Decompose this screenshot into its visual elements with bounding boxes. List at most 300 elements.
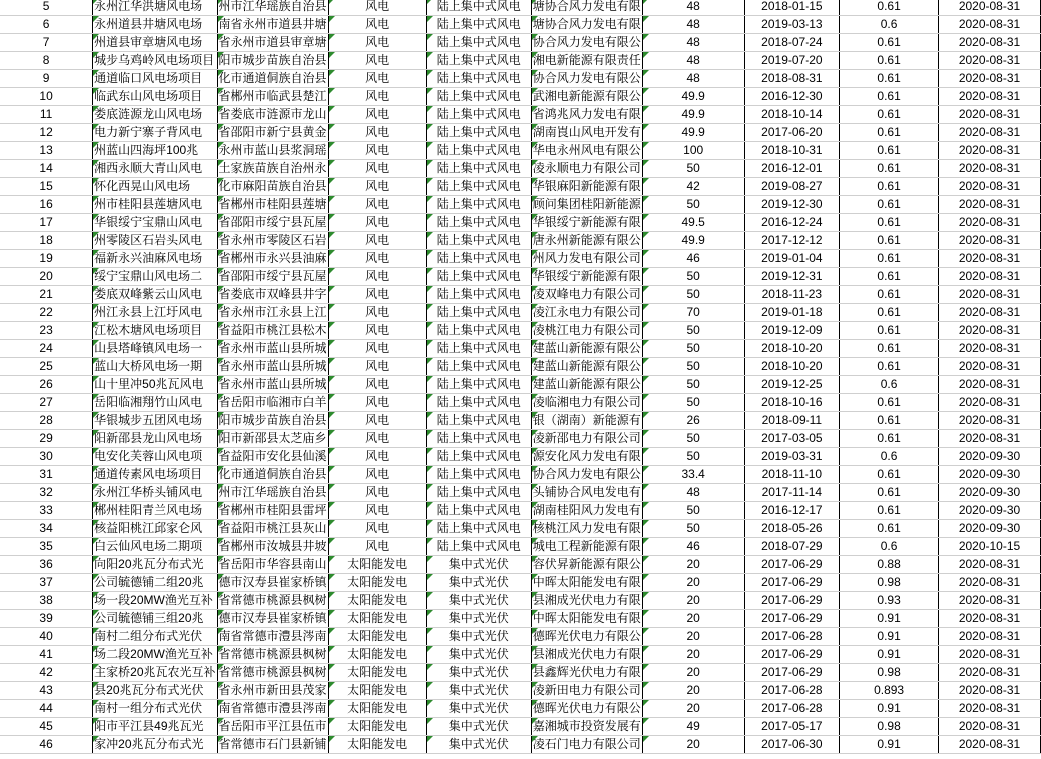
cell-deadline[interactable]: 2020-08-31 bbox=[939, 160, 1041, 178]
cell-grid-date[interactable]: 2016-12-01 bbox=[744, 160, 840, 178]
cell-location[interactable]: 化市通道侗族自治县 bbox=[217, 466, 328, 484]
cell-project-mode[interactable]: 陆上集中式风电 bbox=[426, 196, 531, 214]
cell-deadline[interactable]: 2020-09-30 bbox=[939, 520, 1041, 538]
cell-project-name[interactable]: 娄底双峰紫云山风电 bbox=[93, 286, 217, 304]
cell-price[interactable]: 0.61 bbox=[840, 178, 939, 196]
cell-company[interactable]: 源安化风力发电有限 bbox=[531, 448, 642, 466]
cell-deadline[interactable]: 2020-08-31 bbox=[939, 646, 1041, 664]
cell-grid-date[interactable]: 2018-11-23 bbox=[744, 286, 840, 304]
cell-grid-date[interactable]: 2017-05-17 bbox=[744, 718, 840, 736]
cell-project-name[interactable]: 阳新邵县龙山风电场 bbox=[93, 430, 217, 448]
cell-project-name[interactable]: 郴州桂阳青兰风电场 bbox=[93, 502, 217, 520]
cell-power-type[interactable]: 风电 bbox=[328, 394, 426, 412]
cell-power-type[interactable]: 风电 bbox=[328, 142, 426, 160]
cell-project-name[interactable]: 通道传素风电场项目 bbox=[93, 466, 217, 484]
cell-capacity[interactable]: 50 bbox=[642, 448, 744, 466]
cell-location[interactable]: 省郴州市桂阳县雷坪 bbox=[217, 502, 328, 520]
cell-price[interactable]: 0.61 bbox=[840, 124, 939, 142]
cell-price[interactable]: 0.61 bbox=[840, 322, 939, 340]
cell-project-mode[interactable]: 集中式光伏 bbox=[426, 736, 531, 754]
cell-location[interactable]: 省邵阳市绥宁县瓦屋 bbox=[217, 214, 328, 232]
cell-project-name[interactable]: 南村二组分布式光伏 bbox=[93, 628, 217, 646]
cell-capacity[interactable]: 50 bbox=[642, 322, 744, 340]
cell-capacity[interactable]: 20 bbox=[642, 592, 744, 610]
cell-capacity[interactable]: 20 bbox=[642, 556, 744, 574]
cell-company[interactable]: 湘电新能源有限责任 bbox=[531, 52, 642, 70]
cell-location[interactable]: 省郴州市临武县楚江 bbox=[217, 88, 328, 106]
cell-company[interactable]: 德晖光伏电力有限公 bbox=[531, 628, 642, 646]
cell-project-name[interactable]: 州蓝山四海坪100兆 bbox=[93, 142, 217, 160]
cell-power-type[interactable]: 风电 bbox=[328, 466, 426, 484]
cell-power-type[interactable]: 风电 bbox=[328, 358, 426, 376]
cell-deadline[interactable]: 2020-08-31 bbox=[939, 358, 1041, 376]
cell-grid-date[interactable]: 2019-01-04 bbox=[744, 250, 840, 268]
cell-capacity[interactable]: 49.5 bbox=[642, 214, 744, 232]
cell-grid-date[interactable]: 2017-06-29 bbox=[744, 556, 840, 574]
cell-location[interactable]: 省岳阳市临湘市白羊 bbox=[217, 394, 328, 412]
cell-location[interactable]: 省郴州市桂阳县莲塘 bbox=[217, 196, 328, 214]
cell-grid-date[interactable]: 2016-12-24 bbox=[744, 214, 840, 232]
cell-project-mode[interactable]: 集中式光伏 bbox=[426, 574, 531, 592]
cell-power-type[interactable]: 太阳能发电 bbox=[328, 592, 426, 610]
cell-deadline[interactable]: 2020-08-31 bbox=[939, 268, 1041, 286]
cell-project-mode[interactable]: 陆上集中式风电 bbox=[426, 358, 531, 376]
cell-project-name[interactable]: 县20兆瓦分布式光伏 bbox=[93, 682, 217, 700]
cell-project-name[interactable]: 阳市平江县49兆瓦光 bbox=[93, 718, 217, 736]
cell-project-mode[interactable]: 陆上集中式风电 bbox=[426, 70, 531, 88]
cell-project-mode[interactable]: 陆上集中式风电 bbox=[426, 0, 531, 16]
cell-grid-date[interactable]: 2017-06-30 bbox=[744, 736, 840, 754]
cell-capacity[interactable]: 70 bbox=[642, 304, 744, 322]
cell-location[interactable]: 阳市新邵县太芝庙乡 bbox=[217, 430, 328, 448]
cell-location[interactable]: 省岳阳市华容县南山 bbox=[217, 556, 328, 574]
cell-deadline[interactable]: 2020-08-31 bbox=[939, 70, 1041, 88]
cell-index[interactable]: 28 bbox=[0, 412, 93, 430]
cell-power-type[interactable]: 风电 bbox=[328, 0, 426, 16]
cell-deadline[interactable]: 2020-08-31 bbox=[939, 304, 1041, 322]
cell-deadline[interactable]: 2020-08-31 bbox=[939, 664, 1041, 682]
cell-company[interactable]: 中晖太阳能发电有限 bbox=[531, 574, 642, 592]
cell-project-name[interactable]: 向阳20兆瓦分布式光 bbox=[93, 556, 217, 574]
cell-grid-date[interactable]: 2018-10-20 bbox=[744, 358, 840, 376]
cell-power-type[interactable]: 风电 bbox=[328, 88, 426, 106]
cell-capacity[interactable]: 49.9 bbox=[642, 232, 744, 250]
cell-power-type[interactable]: 风电 bbox=[328, 214, 426, 232]
cell-deadline[interactable]: 2020-09-30 bbox=[939, 466, 1041, 484]
cell-location[interactable]: 省郴州市汝城县井坡 bbox=[217, 538, 328, 556]
cell-price[interactable]: 0.893 bbox=[840, 682, 939, 700]
cell-power-type[interactable]: 风电 bbox=[328, 412, 426, 430]
cell-company[interactable]: 凌双峰电力有限公司 bbox=[531, 286, 642, 304]
cell-company[interactable]: 省鸿兆风力发电有限 bbox=[531, 106, 642, 124]
cell-power-type[interactable]: 太阳能发电 bbox=[328, 628, 426, 646]
cell-deadline[interactable]: 2020-08-31 bbox=[939, 0, 1041, 16]
cell-index[interactable]: 32 bbox=[0, 484, 93, 502]
cell-price[interactable]: 0.91 bbox=[840, 736, 939, 754]
cell-index[interactable]: 45 bbox=[0, 718, 93, 736]
cell-company[interactable]: 华银绥宁新能源有限 bbox=[531, 214, 642, 232]
cell-grid-date[interactable]: 2017-06-29 bbox=[744, 646, 840, 664]
cell-company[interactable]: 头铺协合风电发电有 bbox=[531, 484, 642, 502]
cell-grid-date[interactable]: 2018-05-26 bbox=[744, 520, 840, 538]
cell-power-type[interactable]: 风电 bbox=[328, 250, 426, 268]
cell-project-mode[interactable]: 陆上集中式风电 bbox=[426, 376, 531, 394]
cell-deadline[interactable]: 2020-09-30 bbox=[939, 502, 1041, 520]
cell-price[interactable]: 0.91 bbox=[840, 628, 939, 646]
cell-company[interactable]: 容伏昇新能源有限公 bbox=[531, 556, 642, 574]
cell-company[interactable]: 嘉湘城市投资发展有 bbox=[531, 718, 642, 736]
cell-capacity[interactable]: 20 bbox=[642, 628, 744, 646]
cell-deadline[interactable]: 2020-08-31 bbox=[939, 34, 1041, 52]
cell-price[interactable]: 0.61 bbox=[840, 70, 939, 88]
cell-grid-date[interactable]: 2018-07-24 bbox=[744, 34, 840, 52]
cell-project-name[interactable]: 电力新宁寨子背风电 bbox=[93, 124, 217, 142]
cell-company[interactable]: 城电工程新能源有限 bbox=[531, 538, 642, 556]
cell-deadline[interactable]: 2020-08-31 bbox=[939, 376, 1041, 394]
cell-company[interactable]: 中晖太阳能发电有限 bbox=[531, 610, 642, 628]
cell-power-type[interactable]: 风电 bbox=[328, 538, 426, 556]
cell-capacity[interactable]: 50 bbox=[642, 376, 744, 394]
cell-project-mode[interactable]: 陆上集中式风电 bbox=[426, 214, 531, 232]
cell-location[interactable]: 化市通道侗族自治县 bbox=[217, 70, 328, 88]
cell-company[interactable]: 协合风力发电有限公 bbox=[531, 34, 642, 52]
cell-index[interactable]: 26 bbox=[0, 376, 93, 394]
cell-price[interactable]: 0.6 bbox=[840, 448, 939, 466]
cell-capacity[interactable]: 50 bbox=[642, 340, 744, 358]
cell-capacity[interactable]: 48 bbox=[642, 52, 744, 70]
cell-project-name[interactable]: 湘西永顺大青山风电 bbox=[93, 160, 217, 178]
cell-project-name[interactable]: 蓝山大桥风电场一期 bbox=[93, 358, 217, 376]
cell-location[interactable]: 省永州市零陵区石岩 bbox=[217, 232, 328, 250]
cell-project-mode[interactable]: 陆上集中式风电 bbox=[426, 538, 531, 556]
cell-location[interactable]: 南省常德市澧县涔南 bbox=[217, 700, 328, 718]
cell-deadline[interactable]: 2020-08-31 bbox=[939, 124, 1041, 142]
cell-deadline[interactable]: 2020-08-31 bbox=[939, 196, 1041, 214]
cell-capacity[interactable]: 50 bbox=[642, 196, 744, 214]
cell-price[interactable]: 0.91 bbox=[840, 646, 939, 664]
cell-power-type[interactable]: 风电 bbox=[328, 160, 426, 178]
cell-deadline[interactable]: 2020-09-30 bbox=[939, 484, 1041, 502]
cell-power-type[interactable]: 太阳能发电 bbox=[328, 736, 426, 754]
cell-grid-date[interactable]: 2017-06-20 bbox=[744, 124, 840, 142]
cell-deadline[interactable]: 2020-08-31 bbox=[939, 682, 1041, 700]
cell-deadline[interactable]: 2020-08-31 bbox=[939, 556, 1041, 574]
cell-location[interactable]: 省永州市蓝山县所城 bbox=[217, 340, 328, 358]
cell-deadline[interactable]: 2020-08-31 bbox=[939, 322, 1041, 340]
cell-price[interactable]: 0.61 bbox=[840, 502, 939, 520]
cell-price[interactable]: 0.91 bbox=[840, 610, 939, 628]
cell-grid-date[interactable]: 2018-08-31 bbox=[744, 70, 840, 88]
cell-project-name[interactable]: 岳阳临湘翔竹山风电 bbox=[93, 394, 217, 412]
cell-grid-date[interactable]: 2017-06-29 bbox=[744, 610, 840, 628]
cell-company[interactable]: 银（湖南）新能源有 bbox=[531, 412, 642, 430]
cell-company[interactable]: 凌新邵电力有限公司 bbox=[531, 430, 642, 448]
cell-deadline[interactable]: 2020-08-31 bbox=[939, 412, 1041, 430]
cell-deadline[interactable]: 2020-08-31 bbox=[939, 430, 1041, 448]
cell-capacity[interactable]: 20 bbox=[642, 664, 744, 682]
cell-project-name[interactable]: 核益阳桃江邱家仑风 bbox=[93, 520, 217, 538]
cell-power-type[interactable]: 风电 bbox=[328, 268, 426, 286]
cell-project-mode[interactable]: 集中式光伏 bbox=[426, 628, 531, 646]
cell-grid-date[interactable]: 2017-06-29 bbox=[744, 574, 840, 592]
cell-location[interactable]: 州市江华瑶族自治县 bbox=[217, 484, 328, 502]
cell-capacity[interactable]: 50 bbox=[642, 520, 744, 538]
cell-grid-date[interactable]: 2018-01-15 bbox=[744, 0, 840, 16]
cell-price[interactable]: 0.61 bbox=[840, 520, 939, 538]
cell-project-mode[interactable]: 陆上集中式风电 bbox=[426, 322, 531, 340]
cell-grid-date[interactable]: 2019-03-31 bbox=[744, 448, 840, 466]
cell-project-name[interactable]: 临武东山风电场项目 bbox=[93, 88, 217, 106]
cell-index[interactable]: 8 bbox=[0, 52, 93, 70]
cell-price[interactable]: 0.88 bbox=[840, 556, 939, 574]
cell-price[interactable]: 0.61 bbox=[840, 304, 939, 322]
cell-grid-date[interactable]: 2017-06-29 bbox=[744, 592, 840, 610]
cell-location[interactable]: 省永州市蓝山县所城 bbox=[217, 358, 328, 376]
cell-project-mode[interactable]: 集中式光伏 bbox=[426, 646, 531, 664]
cell-project-name[interactable]: 通道临口风电场项目 bbox=[93, 70, 217, 88]
cell-project-name[interactable]: 主家桥20兆瓦农光互补 bbox=[93, 664, 217, 682]
cell-company[interactable]: 凌永顺电力有限公司 bbox=[531, 160, 642, 178]
cell-price[interactable]: 0.61 bbox=[840, 88, 939, 106]
cell-capacity[interactable]: 20 bbox=[642, 646, 744, 664]
cell-power-type[interactable]: 风电 bbox=[328, 52, 426, 70]
cell-capacity[interactable]: 20 bbox=[642, 682, 744, 700]
cell-project-name[interactable]: 山十里冲50兆瓦风电 bbox=[93, 376, 217, 394]
cell-price[interactable]: 0.61 bbox=[840, 52, 939, 70]
cell-price[interactable]: 0.61 bbox=[840, 358, 939, 376]
cell-index[interactable]: 18 bbox=[0, 232, 93, 250]
cell-company[interactable]: 协合风力发电有限公 bbox=[531, 70, 642, 88]
cell-deadline[interactable]: 2020-10-15 bbox=[939, 538, 1041, 556]
cell-project-name[interactable]: 永州江华桥头铺风电 bbox=[93, 484, 217, 502]
cell-grid-date[interactable]: 2019-07-20 bbox=[744, 52, 840, 70]
cell-price[interactable]: 0.61 bbox=[840, 232, 939, 250]
cell-index[interactable]: 13 bbox=[0, 142, 93, 160]
cell-index[interactable]: 20 bbox=[0, 268, 93, 286]
cell-power-type[interactable]: 风电 bbox=[328, 34, 426, 52]
cell-location[interactable]: 德市汉寿县崔家桥镇 bbox=[217, 574, 328, 592]
cell-power-type[interactable]: 风电 bbox=[328, 484, 426, 502]
cell-project-name[interactable]: 家冲20兆瓦分布式光 bbox=[93, 736, 217, 754]
cell-price[interactable]: 0.61 bbox=[840, 340, 939, 358]
cell-capacity[interactable]: 48 bbox=[642, 0, 744, 16]
cell-project-name[interactable]: 江松木塘风电场项目 bbox=[93, 322, 217, 340]
cell-power-type[interactable]: 太阳能发电 bbox=[328, 664, 426, 682]
cell-grid-date[interactable]: 2017-03-05 bbox=[744, 430, 840, 448]
cell-project-mode[interactable]: 陆上集中式风电 bbox=[426, 106, 531, 124]
cell-grid-date[interactable]: 2016-12-17 bbox=[744, 502, 840, 520]
cell-project-mode[interactable]: 陆上集中式风电 bbox=[426, 268, 531, 286]
cell-capacity[interactable]: 20 bbox=[642, 574, 744, 592]
cell-project-name[interactable]: 州道县审章塘风电场 bbox=[93, 34, 217, 52]
cell-deadline[interactable]: 2020-08-31 bbox=[939, 52, 1041, 70]
cell-company[interactable]: 华银绥宁新能源有限 bbox=[531, 268, 642, 286]
cell-deadline[interactable]: 2020-08-31 bbox=[939, 610, 1041, 628]
cell-power-type[interactable]: 太阳能发电 bbox=[328, 682, 426, 700]
cell-project-name[interactable]: 公司毓德铺三组20兆 bbox=[93, 610, 217, 628]
cell-power-type[interactable]: 风电 bbox=[328, 232, 426, 250]
cell-price[interactable]: 0.98 bbox=[840, 718, 939, 736]
cell-project-mode[interactable]: 陆上集中式风电 bbox=[426, 250, 531, 268]
cell-capacity[interactable]: 20 bbox=[642, 736, 744, 754]
cell-price[interactable]: 0.61 bbox=[840, 34, 939, 52]
cell-index[interactable]: 30 bbox=[0, 448, 93, 466]
cell-price[interactable]: 0.61 bbox=[840, 484, 939, 502]
cell-grid-date[interactable]: 2019-12-25 bbox=[744, 376, 840, 394]
cell-power-type[interactable]: 太阳能发电 bbox=[328, 700, 426, 718]
cell-capacity[interactable]: 50 bbox=[642, 430, 744, 448]
cell-company[interactable]: 凌临湘电力有限公司 bbox=[531, 394, 642, 412]
cell-index[interactable]: 24 bbox=[0, 340, 93, 358]
cell-grid-date[interactable]: 2017-06-28 bbox=[744, 628, 840, 646]
cell-project-name[interactable]: 怀化西晃山风电场 bbox=[93, 178, 217, 196]
cell-index[interactable]: 27 bbox=[0, 394, 93, 412]
cell-grid-date[interactable]: 2019-12-09 bbox=[744, 322, 840, 340]
cell-location[interactable]: 省娄底市双峰县井字 bbox=[217, 286, 328, 304]
cell-project-mode[interactable]: 陆上集中式风电 bbox=[426, 520, 531, 538]
cell-project-mode[interactable]: 陆上集中式风电 bbox=[426, 340, 531, 358]
cell-capacity[interactable]: 50 bbox=[642, 286, 744, 304]
cell-price[interactable]: 0.61 bbox=[840, 412, 939, 430]
cell-capacity[interactable]: 26 bbox=[642, 412, 744, 430]
cell-project-mode[interactable]: 陆上集中式风电 bbox=[426, 16, 531, 34]
cell-capacity[interactable]: 50 bbox=[642, 160, 744, 178]
cell-power-type[interactable]: 风电 bbox=[328, 16, 426, 34]
cell-grid-date[interactable]: 2017-06-28 bbox=[744, 700, 840, 718]
cell-price[interactable]: 0.61 bbox=[840, 160, 939, 178]
cell-company[interactable]: 凌新田电力有限公司 bbox=[531, 682, 642, 700]
cell-grid-date[interactable]: 2018-10-20 bbox=[744, 340, 840, 358]
cell-company[interactable]: 凌江永电力有限公司 bbox=[531, 304, 642, 322]
cell-project-mode[interactable]: 陆上集中式风电 bbox=[426, 448, 531, 466]
cell-project-mode[interactable]: 陆上集中式风电 bbox=[426, 232, 531, 250]
cell-index[interactable]: 10 bbox=[0, 88, 93, 106]
cell-capacity[interactable]: 42 bbox=[642, 178, 744, 196]
cell-capacity[interactable]: 50 bbox=[642, 502, 744, 520]
cell-price[interactable]: 0.61 bbox=[840, 268, 939, 286]
cell-capacity[interactable]: 46 bbox=[642, 250, 744, 268]
cell-power-type[interactable]: 风电 bbox=[328, 340, 426, 358]
cell-power-type[interactable]: 风电 bbox=[328, 502, 426, 520]
cell-index[interactable]: 40 bbox=[0, 628, 93, 646]
cell-power-type[interactable]: 风电 bbox=[328, 448, 426, 466]
cell-project-name[interactable]: 公司毓德铺二组20兆 bbox=[93, 574, 217, 592]
cell-location[interactable]: 省岳阳市平江县伍市 bbox=[217, 718, 328, 736]
cell-deadline[interactable]: 2020-08-31 bbox=[939, 16, 1041, 34]
cell-grid-date[interactable]: 2016-12-30 bbox=[744, 88, 840, 106]
cell-company[interactable]: 县鑫辉光伏电力有限 bbox=[531, 664, 642, 682]
cell-project-mode[interactable]: 集中式光伏 bbox=[426, 592, 531, 610]
cell-project-name[interactable]: 场二段20MW渔光互补 bbox=[93, 646, 217, 664]
cell-capacity[interactable]: 100 bbox=[642, 142, 744, 160]
cell-location[interactable]: 州市江华瑶族自治县 bbox=[217, 0, 328, 16]
cell-index[interactable]: 6 bbox=[0, 16, 93, 34]
cell-deadline[interactable]: 2020-08-31 bbox=[939, 286, 1041, 304]
cell-company[interactable]: 武湘电新能源有限公 bbox=[531, 88, 642, 106]
cell-grid-date[interactable]: 2019-12-31 bbox=[744, 268, 840, 286]
cell-location[interactable]: 德市汉寿县崔家桥镇 bbox=[217, 610, 328, 628]
cell-project-mode[interactable]: 集中式光伏 bbox=[426, 664, 531, 682]
cell-project-mode[interactable]: 集中式光伏 bbox=[426, 700, 531, 718]
cell-company[interactable]: 核桃江风力发电有限 bbox=[531, 520, 642, 538]
cell-index[interactable]: 34 bbox=[0, 520, 93, 538]
cell-location[interactable]: 省永州市新田县茂家 bbox=[217, 682, 328, 700]
cell-price[interactable]: 0.6 bbox=[840, 16, 939, 34]
cell-index[interactable]: 41 bbox=[0, 646, 93, 664]
cell-capacity[interactable]: 20 bbox=[642, 700, 744, 718]
cell-index[interactable]: 7 bbox=[0, 34, 93, 52]
cell-power-type[interactable]: 风电 bbox=[328, 196, 426, 214]
cell-company[interactable]: 华电永州风电有限公 bbox=[531, 142, 642, 160]
cell-deadline[interactable]: 2020-08-31 bbox=[939, 232, 1041, 250]
cell-project-name[interactable]: 山县塔峰镇风电场一 bbox=[93, 340, 217, 358]
cell-capacity[interactable]: 48 bbox=[642, 484, 744, 502]
cell-company[interactable]: 华银麻阳新能源有限 bbox=[531, 178, 642, 196]
cell-price[interactable]: 0.61 bbox=[840, 196, 939, 214]
cell-location[interactable]: 省邵阳市新宁县黄金 bbox=[217, 124, 328, 142]
cell-deadline[interactable]: 2020-08-31 bbox=[939, 250, 1041, 268]
cell-power-type[interactable]: 太阳能发电 bbox=[328, 718, 426, 736]
cell-grid-date[interactable]: 2018-09-11 bbox=[744, 412, 840, 430]
cell-company[interactable]: 顾问集团桂阳新能源 bbox=[531, 196, 642, 214]
cell-deadline[interactable]: 2020-08-31 bbox=[939, 592, 1041, 610]
cell-deadline[interactable]: 2020-08-31 bbox=[939, 142, 1041, 160]
cell-capacity[interactable]: 20 bbox=[642, 610, 744, 628]
cell-capacity[interactable]: 48 bbox=[642, 70, 744, 88]
cell-project-mode[interactable]: 陆上集中式风电 bbox=[426, 394, 531, 412]
cell-price[interactable]: 0.61 bbox=[840, 106, 939, 124]
cell-location[interactable]: 省益阳市桃江县灰山 bbox=[217, 520, 328, 538]
cell-company[interactable]: 县湘成光伏电力有限 bbox=[531, 592, 642, 610]
cell-index[interactable]: 23 bbox=[0, 322, 93, 340]
cell-project-name[interactable]: 州零陵区石岩头风电 bbox=[93, 232, 217, 250]
cell-grid-date[interactable]: 2018-10-16 bbox=[744, 394, 840, 412]
cell-grid-date[interactable]: 2019-08-27 bbox=[744, 178, 840, 196]
cell-company[interactable]: 塘协合风力发电有限 bbox=[531, 0, 642, 16]
cell-price[interactable]: 0.98 bbox=[840, 574, 939, 592]
cell-project-name[interactable]: 南村一组分布式光伏 bbox=[93, 700, 217, 718]
cell-index[interactable]: 33 bbox=[0, 502, 93, 520]
cell-deadline[interactable]: 2020-08-31 bbox=[939, 574, 1041, 592]
cell-project-mode[interactable]: 陆上集中式风电 bbox=[426, 34, 531, 52]
cell-location[interactable]: 省常德市桃源县枫树 bbox=[217, 664, 328, 682]
cell-capacity[interactable]: 46 bbox=[642, 538, 744, 556]
cell-project-name[interactable]: 华银城步五团风电场 bbox=[93, 412, 217, 430]
cell-deadline[interactable]: 2020-08-31 bbox=[939, 628, 1041, 646]
cell-project-mode[interactable]: 陆上集中式风电 bbox=[426, 286, 531, 304]
cell-index[interactable]: 14 bbox=[0, 160, 93, 178]
cell-company[interactable]: 湖南崀山风电开发有 bbox=[531, 124, 642, 142]
cell-grid-date[interactable]: 2019-03-13 bbox=[744, 16, 840, 34]
cell-location[interactable]: 南省常德市澧县涔南 bbox=[217, 628, 328, 646]
cell-deadline[interactable]: 2020-08-31 bbox=[939, 394, 1041, 412]
cell-index[interactable]: 16 bbox=[0, 196, 93, 214]
cell-location[interactable]: 省郴州市永兴县油麻 bbox=[217, 250, 328, 268]
cell-location[interactable]: 省常德市桃源县枫树 bbox=[217, 646, 328, 664]
cell-deadline[interactable]: 2020-09-30 bbox=[939, 448, 1041, 466]
cell-project-name[interactable]: 白云仙风电场二期项 bbox=[93, 538, 217, 556]
cell-index[interactable]: 12 bbox=[0, 124, 93, 142]
cell-index[interactable]: 31 bbox=[0, 466, 93, 484]
cell-power-type[interactable]: 风电 bbox=[328, 178, 426, 196]
cell-index[interactable]: 15 bbox=[0, 178, 93, 196]
cell-price[interactable]: 0.61 bbox=[840, 466, 939, 484]
cell-index[interactable]: 39 bbox=[0, 610, 93, 628]
cell-company[interactable]: 凌石门电力有限公司 bbox=[531, 736, 642, 754]
cell-project-mode[interactable]: 陆上集中式风电 bbox=[426, 88, 531, 106]
cell-project-name[interactable]: 州江永县上江圩风电 bbox=[93, 304, 217, 322]
cell-project-name[interactable]: 华银绥宁宝鼎山风电 bbox=[93, 214, 217, 232]
